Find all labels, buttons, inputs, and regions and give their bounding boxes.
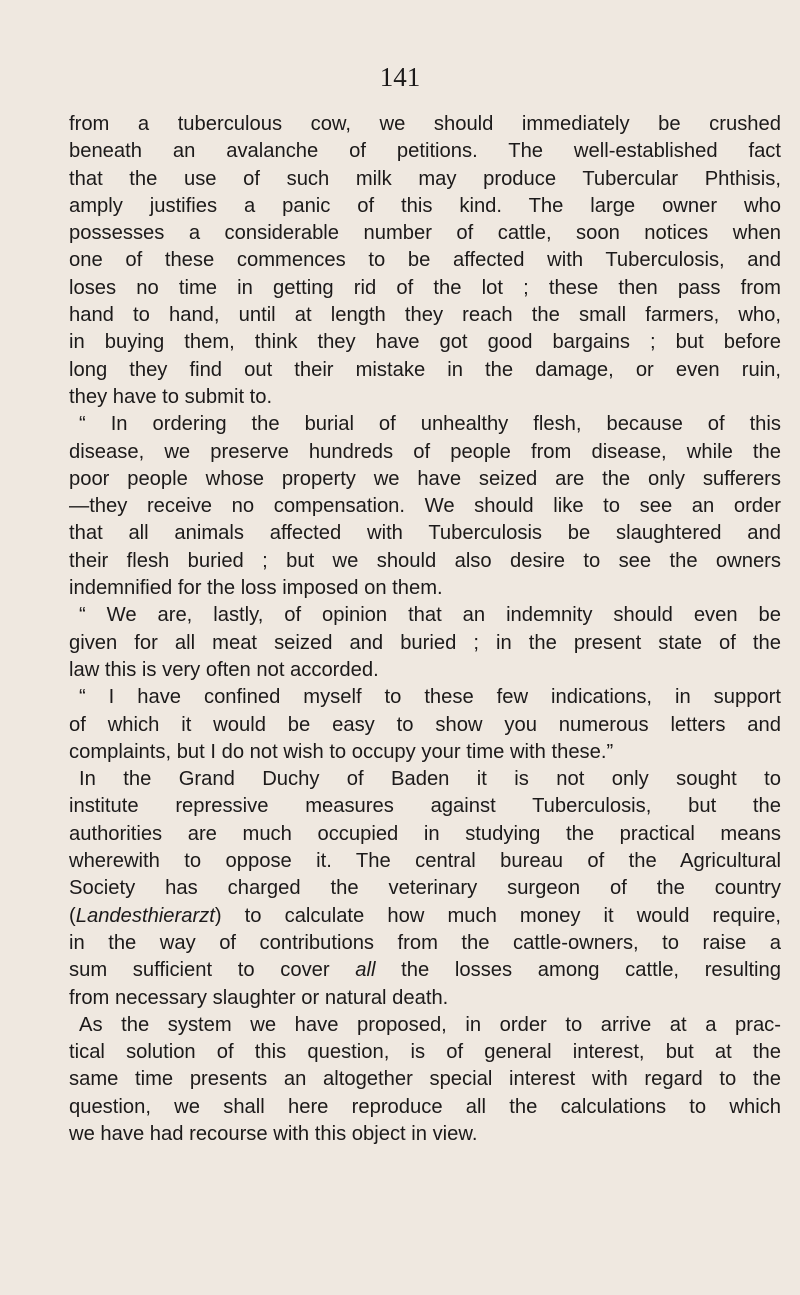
text-line: long they find out their mistake in the damage, or even ruin, xyxy=(69,358,781,381)
text-line: question, we shall here reproduce all the calculations to which xyxy=(69,1095,781,1118)
text-line: amply justifies a panic of this kind. The large owner who xyxy=(69,194,781,217)
text-segment: sum sufficient to cover xyxy=(69,959,356,982)
text-line-with-italic xyxy=(69,903,781,930)
paragraph-end-line: indemnified for the loss imposed on them. xyxy=(69,577,443,600)
page-number: 141 xyxy=(379,62,421,92)
text-line: hand to hand, until at length they reach the small farmers, who, xyxy=(69,304,781,327)
text-line: Society has charged the veterinary surgeon of the country xyxy=(69,877,781,900)
text-line: same time presents an altogether special interest with regard to the xyxy=(69,1068,781,1091)
text-line: possesses a considerable number of cattle, soon notices when xyxy=(69,222,781,245)
text-line: tical solution of this question, is of general interest, but at the xyxy=(69,1041,781,1064)
paragraph-end-line: from necessary slaughter or natural death. xyxy=(69,986,449,1009)
text-line: —they receive no compensation. We should like to see an order xyxy=(69,495,781,518)
paragraph-end-line: complaints, but I do not wish to occupy your time with these.” xyxy=(69,740,614,763)
text-segment: ) to calculate how much money it would require, xyxy=(214,904,781,927)
paragraph-end-line: law this is very often not accorded. xyxy=(69,658,379,681)
text-line: their flesh buried ; but we should also desire to see the owners xyxy=(69,549,781,572)
text-line: poor people whose property we have seized are the only sufferers xyxy=(69,467,781,490)
paragraph-start-line: “ I have confined myself to these few indications, in support xyxy=(79,686,781,709)
text-line: loses no time in getting rid of the lot ; these then pass from xyxy=(69,276,781,299)
paragraph-start-line: In the Grand Duchy of Baden it is not only sought to xyxy=(79,768,781,791)
text-line: authorities are much occupied in studying the practical means xyxy=(69,822,781,845)
paragraph-end-line: they have to submit to. xyxy=(69,385,273,408)
text-line-with-italic xyxy=(69,957,781,984)
text-segment: the losses among cattle, resulting xyxy=(375,959,781,982)
text-segment: ( xyxy=(69,904,76,927)
paragraph-start-line: “ In ordering the burial of unhealthy flesh, because of this xyxy=(79,413,781,436)
italic-term: Landesthierarzt xyxy=(75,904,215,927)
body-text xyxy=(69,111,781,1148)
paragraph-end-line: we have had recourse with this object in view. xyxy=(69,1122,478,1145)
text-line: from a tuberculous cow, we should immediately be crushed xyxy=(69,113,781,135)
text-line: in buying them, think they have got good bargains ; but before xyxy=(69,331,781,354)
paragraph-start-line: “ We are, lastly, of opinion that an indemnity should even be xyxy=(79,604,781,627)
text-line: that the use of such milk may produce Tubercular Phthisis, xyxy=(69,167,781,190)
text-line: given for all meat seized and buried ; in the present state of the xyxy=(69,631,781,654)
text-line: wherewith to oppose it. The central bureau of the Agricultural xyxy=(69,850,781,873)
text-line: institute repressive measures against Tuberculosis, but the xyxy=(69,795,781,818)
text-line: beneath an avalanche of petitions. The well-established fact xyxy=(69,140,781,163)
text-line: that all animals affected with Tuberculosis be slaughtered and xyxy=(69,522,781,545)
text-line: of which it would be easy to show you numerous letters and xyxy=(69,713,781,736)
text-line: disease, we preserve hundreds of people from disease, while the xyxy=(69,440,781,463)
paragraph-start-line: As the system we have proposed, in order to arrive at a prac- xyxy=(79,1013,781,1036)
text-line: in the way of contributions from the cattle-owners, to raise a xyxy=(69,931,781,954)
italic-term: all xyxy=(355,959,376,982)
text-line: one of these commences to be affected with Tuberculosis, and xyxy=(69,249,781,272)
